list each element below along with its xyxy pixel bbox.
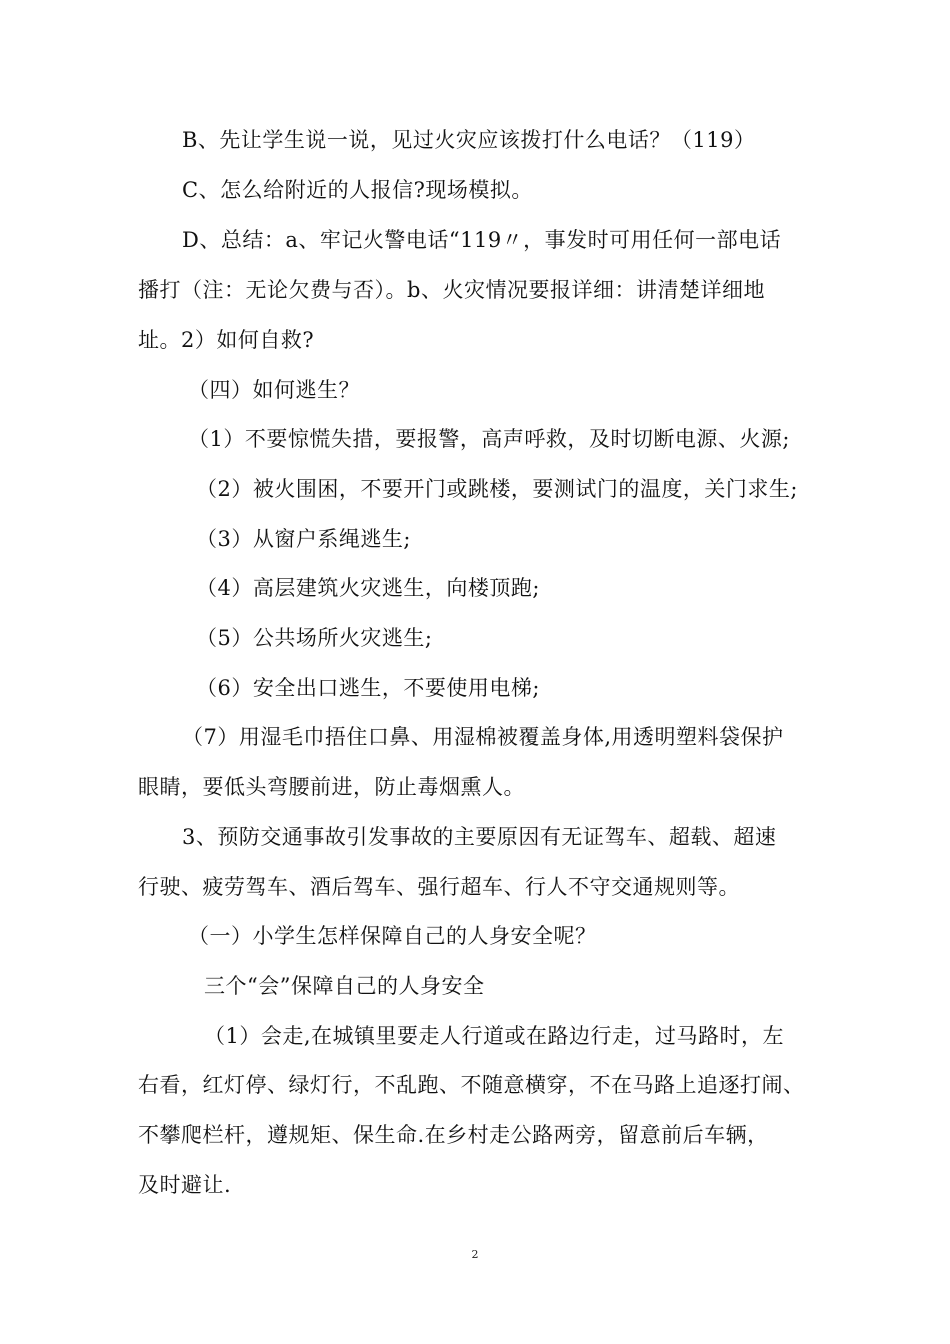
- subheading: 三个“会”保障自己的人身安全: [204, 974, 485, 998]
- text-line: 右看，红灯停、绿灯行，不乱跑、不随意横穿，不在马路上追逐打闹、: [138, 1073, 805, 1097]
- text-line: B、先让学生说一说，见过火灾应该拨打什么电话？（119）: [182, 128, 756, 152]
- text-line: 行驶、疲劳驾车、酒后驾车、强行超车、行人不守交通规则等。: [138, 875, 740, 899]
- text-line: D、总结：a、牢记火警电话“119〃，事发时可用任何一部电话: [182, 228, 782, 252]
- text-line: 3、预防交通事故引发事故的主要原因有无证驾车、超载、超速: [182, 825, 777, 849]
- text-line: C、怎么给附近的人报信?现场模拟。: [182, 178, 533, 202]
- text-line: 址。2）如何自救?: [138, 328, 315, 352]
- list-item: （5）公共场所火灾逃生;: [196, 626, 433, 650]
- text-line: 及时避让.: [138, 1173, 232, 1197]
- list-item: （3）从窗户系绳逃生;: [196, 527, 411, 551]
- list-item: （1）不要惊慌失措，要报警，高声呼救，及时切断电源、火源;: [188, 427, 790, 451]
- page-number: 2: [471, 1248, 479, 1261]
- list-item: （1）会走,在城镇里要走人行道或在路边行走，过马路时，左: [204, 1024, 785, 1048]
- list-item: （2）被火围困，不要开门或跳楼，要测试门的温度，关门求生;: [196, 477, 798, 501]
- text-line: 眼睛，要低头弯腰前进，防止毒烟熏人。: [138, 775, 525, 799]
- list-item: （6）安全出口逃生，不要使用电梯;: [196, 676, 540, 700]
- section-heading: （四）如何逃生？: [188, 378, 360, 402]
- list-item: （4）高层建筑火灾逃生，向楼顶跑;: [196, 576, 540, 600]
- text-line: 播打（注：无论欠费与否）。b、火灾情况要报详细：讲清楚详细地: [138, 278, 765, 302]
- list-item: （7）用湿毛巾捂住口鼻、用湿棉被覆盖身体,用透明塑料袋保护: [182, 725, 784, 749]
- section-heading: （一）小学生怎样保障自己的人身安全呢？: [188, 924, 597, 948]
- text-line: 不攀爬栏杆，遵规矩、保生命.在乡村走公路两旁，留意前后车辆，: [138, 1123, 769, 1147]
